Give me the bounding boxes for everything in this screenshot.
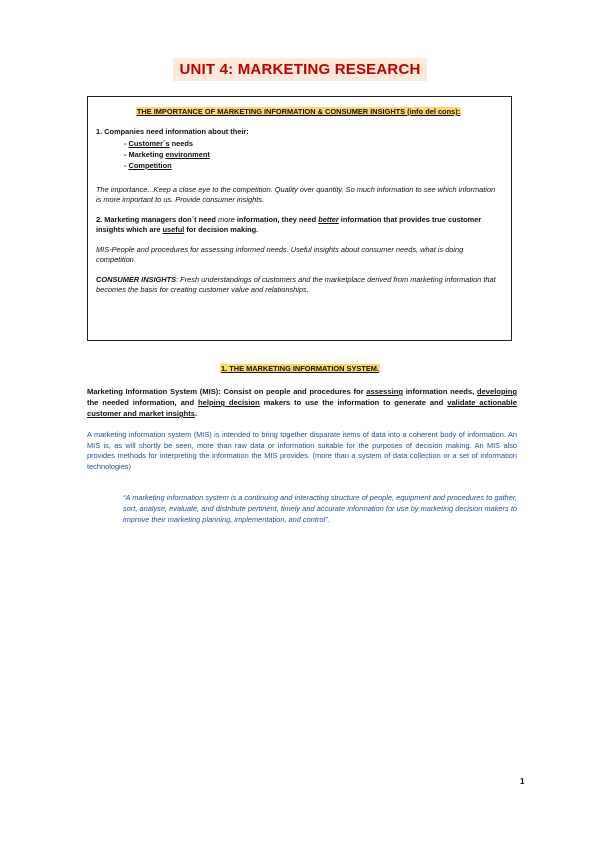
- mis-quote: “A marketing information system is a continuing and interacting structure of people, equipment and procedures to gather, sort, analyse, evaluate, and distribute pertinent, timely and accurate information for use by marketing decision makers to improve their marketing planning, implementation, and control”.: [123, 493, 517, 524]
- title-wrap: [0, 58, 600, 81]
- importance-box: [87, 96, 512, 341]
- consumer-insights: CONSUMER INSIGHTS: Fresh understandings of customers and the marketplace derived from marketing information that becomes the basis for creating customer value and relationships.: [96, 275, 496, 294]
- list-item: - Marketing environment: [124, 150, 210, 159]
- box-heading: [96, 107, 501, 117]
- list-item: - Competition: [124, 161, 172, 170]
- list-item: - Customer´s needs: [124, 139, 194, 148]
- needs-list: [124, 139, 501, 171]
- box-heading-text: THE IMPORTANCE OF MARKETING INFORMATION & CONSUMER INSIGHTS (info del cons):: [136, 107, 461, 116]
- section-heading: 1. THE MARKETING INFORMATION SYSTEM.: [221, 364, 379, 373]
- mis-explanation: A marketing information system (MIS) is intended to bring together disparate items of data into a coherent body of information. An MIS is, as will shortly be seen, more than raw data or information suitable for the purposes of decision making. An MIS also provides methods for interpreting the information the MIS provides. (more than a system of data collection or a set of information technologies): [87, 430, 517, 471]
- item1-intro: 1. Companies need information about their:: [96, 127, 249, 136]
- item2: 2. Marketing managers don´t need more information, they need better information that provides true customer insights which are useful for decision making.: [96, 215, 482, 234]
- importance-note: The importance...Keep a close eye to the competition. Quality over quantity. So much information to see which information is more important to us. Provide consumer insights.: [96, 185, 496, 204]
- page-number: 1: [520, 777, 525, 786]
- page-title: UNIT 4: MARKETING RESEARCH: [173, 58, 426, 81]
- mis-definition: Marketing Information System (MIS): Consist on people and procedures for assessing information needs, developing the needed information, and helping decision makers to use the information to generate and validate actionable customer and market insights.: [87, 387, 517, 418]
- mis-note: MIS-People and procedures for assessing informed needs. Useful insights about consumer needs, what is doing competition.: [96, 245, 464, 264]
